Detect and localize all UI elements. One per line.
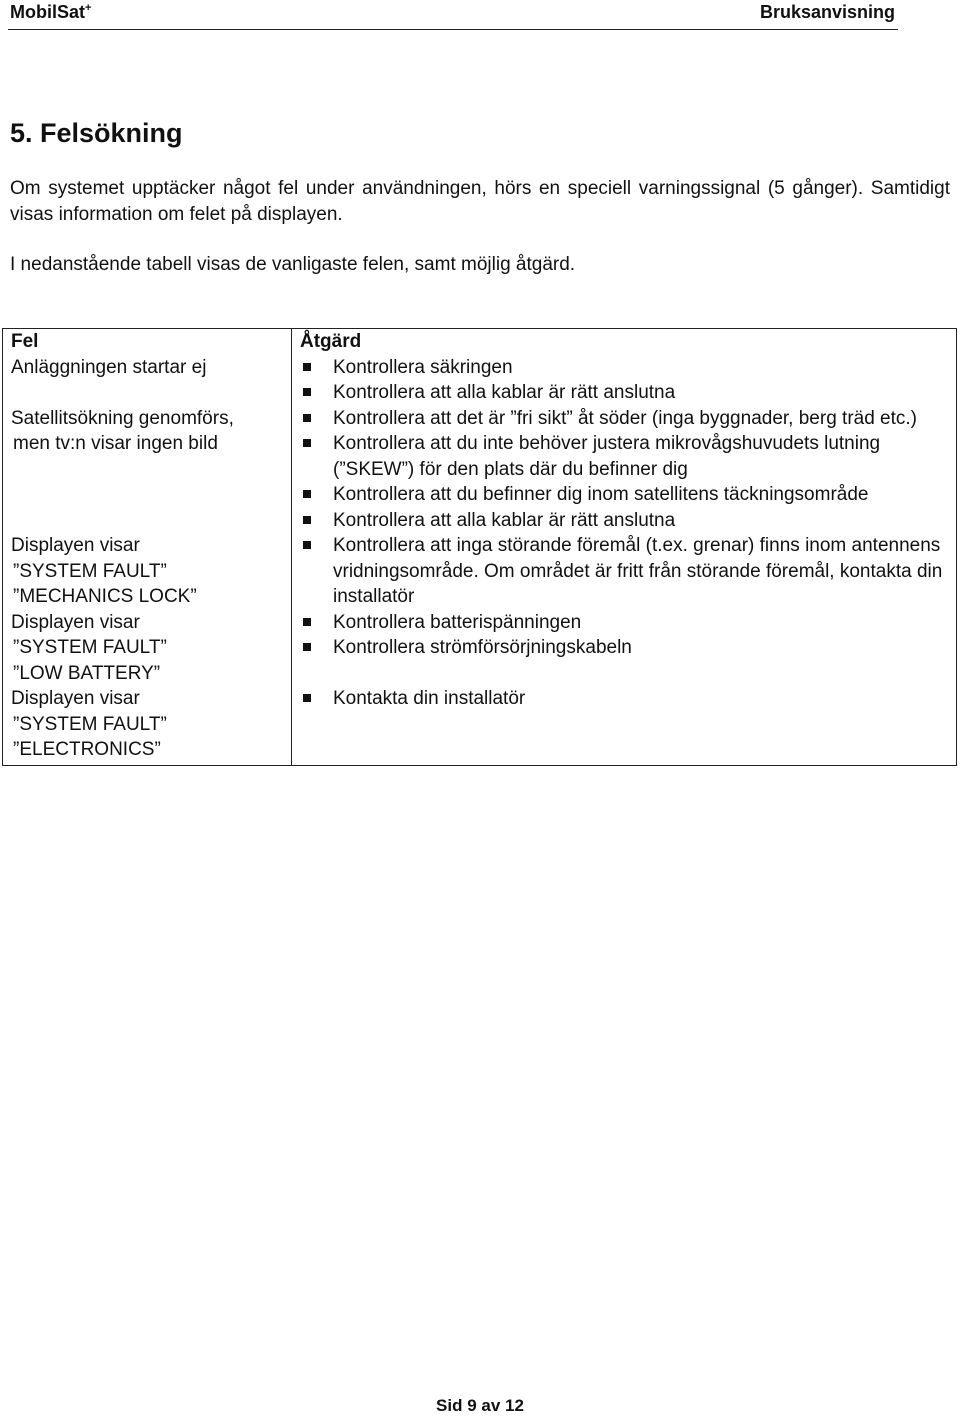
action-item: Kontakta din installatör <box>300 686 956 712</box>
fault-cell <box>3 533 292 610</box>
action-item: Kontrollera strömförsörjningskabeln <box>300 635 956 661</box>
table-row <box>3 610 957 687</box>
action-item: Kontrollera säkringen <box>300 355 956 381</box>
fault-text: men tv:n visar ingen bild <box>13 433 218 454</box>
document-type: Bruksanvisning <box>759 2 895 22</box>
fault-text: ”SYSTEM FAULT” <box>13 713 167 735</box>
fault-text: Anläggningen startar ej <box>11 356 207 378</box>
fault-text: Satellitsökning genomförs, <box>11 407 234 429</box>
table-header-row <box>3 329 957 355</box>
fault-text: Displayen visar <box>11 688 140 709</box>
action-item: Kontrollera batterispänningen <box>300 610 956 636</box>
fault-text: ”ELECTRONICS” <box>13 739 161 760</box>
section-title: 5. Felsökning <box>10 118 183 148</box>
brand-name: MobilSat+ <box>10 2 92 22</box>
fault-text: Displayen visar <box>11 535 140 556</box>
table-row <box>3 533 957 610</box>
fault-cell <box>3 686 292 765</box>
action-item: Kontrollera att alla kablar är rätt anslutna <box>300 508 956 534</box>
intro-paragraph: Om systemet upptäcker något fel under användningen, hörs en speciell varningssignal (5 gånger). Samtidigt visas information om felet på displayen. <box>10 178 950 225</box>
action-list <box>300 406 956 534</box>
action-list <box>300 610 956 661</box>
action-cell <box>292 686 957 765</box>
table-row <box>3 355 957 406</box>
fault-text: ”SYSTEM FAULT” <box>13 560 167 582</box>
header-action: Åtgärd <box>292 329 957 355</box>
fault-text: ”LOW BATTERY” <box>13 662 161 684</box>
action-cell <box>292 610 957 687</box>
fault-cell <box>3 610 292 687</box>
action-list <box>300 355 956 406</box>
action-list <box>300 533 956 610</box>
action-cell <box>292 355 957 406</box>
fault-cell <box>3 355 292 406</box>
action-cell <box>292 533 957 610</box>
fault-cell <box>3 406 292 534</box>
action-list <box>300 686 956 712</box>
fault-text: ”SYSTEM FAULT” <box>13 637 167 658</box>
page-number: Sid 9 av 12 <box>436 1396 524 1415</box>
action-item: Kontrollera att alla kablar är rätt anslutna <box>300 380 956 406</box>
brand-superscript: + <box>85 2 92 14</box>
table-row <box>3 406 957 534</box>
page-header <box>0 0 960 30</box>
action-cell <box>292 406 957 534</box>
troubleshooting-table <box>2 328 957 766</box>
fault-text: Displayen visar <box>11 611 140 633</box>
action-item: Kontrollera att du befinner dig inom satellitens täckningsområde <box>300 482 956 508</box>
action-item: Kontrollera att inga störande föremål (t.ex. grenar) finns inom antennens vridningsområde. Om området är fritt från störande föremål, kontakta din installatör <box>300 533 956 610</box>
header-fault: Fel <box>3 329 292 355</box>
action-item: Kontrollera att det är ”fri sikt” åt söder (inga byggnader, berg träd etc.) <box>300 406 956 432</box>
intro-paragraph-table-note: I nedanstående tabell visas de vanligaste felen, samt möjlig åtgärd. <box>10 254 576 275</box>
table-row <box>3 686 957 765</box>
action-item: Kontrollera att du inte behöver justera mikrovågshuvudets lutning (”SKEW”) för den plats där du befinner dig <box>300 431 956 482</box>
fault-text: ”MECHANICS LOCK” <box>13 586 197 607</box>
header-divider <box>8 29 898 30</box>
